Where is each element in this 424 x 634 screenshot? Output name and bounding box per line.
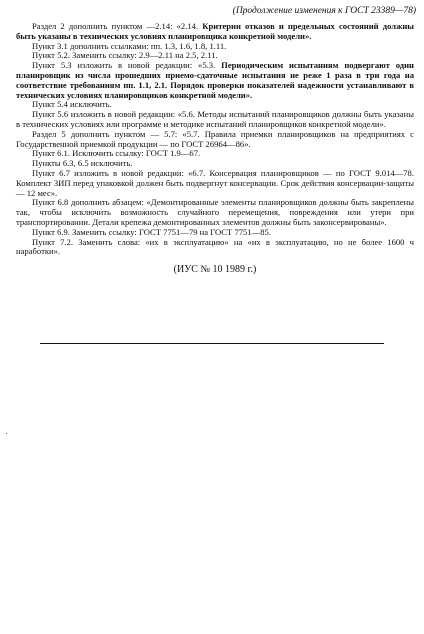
horizontal-rule	[40, 343, 384, 344]
paragraph-5-7: Раздел 5 дополнить пунктом — 5.7: «5.7. Правила приемки планировщиков на предприятиях с Государственной приемкой продукции — по ГОСТ 26964—86».	[16, 128, 414, 149]
paragraph-5-3: Пункт 5.3 изложить в новой редакции: «5.3. Периодическим испытаниям подвергают один планировщик из числа прошедших приемо-сдаточные испытания не реже 1 раза в три года на соответствие требованиям пп. 1.1, 2.1. Порядок проверки показателей надежности устанавливают в технических условиях планировщиков конкретной модели».	[16, 60, 414, 100]
paragraph-7-2: Пункт 7.2. Заменить слова: «их в эксплуатацию» на «их в эксплуатацию, но не более 1600 ч наработки».	[16, 236, 414, 257]
paragraph-5-4: Пункт 5.4 исключить.	[32, 99, 112, 110]
paragraph-5-6: Пункт 5.6 изложить в новой редакции: «5.6. Методы испытаний планировщиков должны быть указаны в технических условиях или программе и методике испытаний планировщиков конкретной модели».	[16, 109, 414, 129]
paragraph-6-8: Пункт 6.8 дополнить абзацем: «Демонтированные элементы планировщиков должны быть закреплены так, чтобы исключить возможность случайного перемещения, повреждения или утери при транспортировании. Детали крепежа демонтированных элементов должны быть законсервированы».	[16, 197, 414, 227]
amendment-body	[16, 22, 414, 275]
paragraph-5-2: Пункт 5.2. Заменить ссылку: 2.9—2.11 на 2.5, 2.11.	[32, 50, 218, 61]
continuation-header: (Продолжение изменения к ГОСТ 23389—78)	[232, 6, 416, 16]
paragraph-6-9: Пункт 6.9. Заменить ссылку: ГОСТ 7751—79 на ГОСТ 7751—85.	[32, 226, 271, 237]
paragraph-6-3: Пункты 6.3, 6.5 исключить.	[32, 158, 133, 169]
paragraph-6-7: Пункт 6.7 изложить в новой редакции: «6.7. Консервация планировщиков — по ГОСТ 9.014—78. Комплект ЗИП перед упаковкой должен быть подвергнут консервации. Срок действия консервации-защиты — 12 мес».	[16, 167, 414, 198]
source-reference: (ИУС № 10 1989 г.)	[173, 264, 257, 276]
paragraph-section-2: Раздел 2 дополнить пунктом —2.14: «2.14. Критерии отказов и предельных состояний должны быть указаны в технических условиях планировщика конкретной модели».	[16, 21, 414, 41]
paragraph-3-1: Пункт 3.1 дополнить ссылками: пп. 1.3, 1.6, 1.8, 1.11.	[32, 40, 227, 51]
scan-speck	[6, 433, 7, 434]
paragraph-6-1: Пункт 6.1. Исключить ссылку: ГОСТ 1.9—67.	[32, 148, 201, 159]
